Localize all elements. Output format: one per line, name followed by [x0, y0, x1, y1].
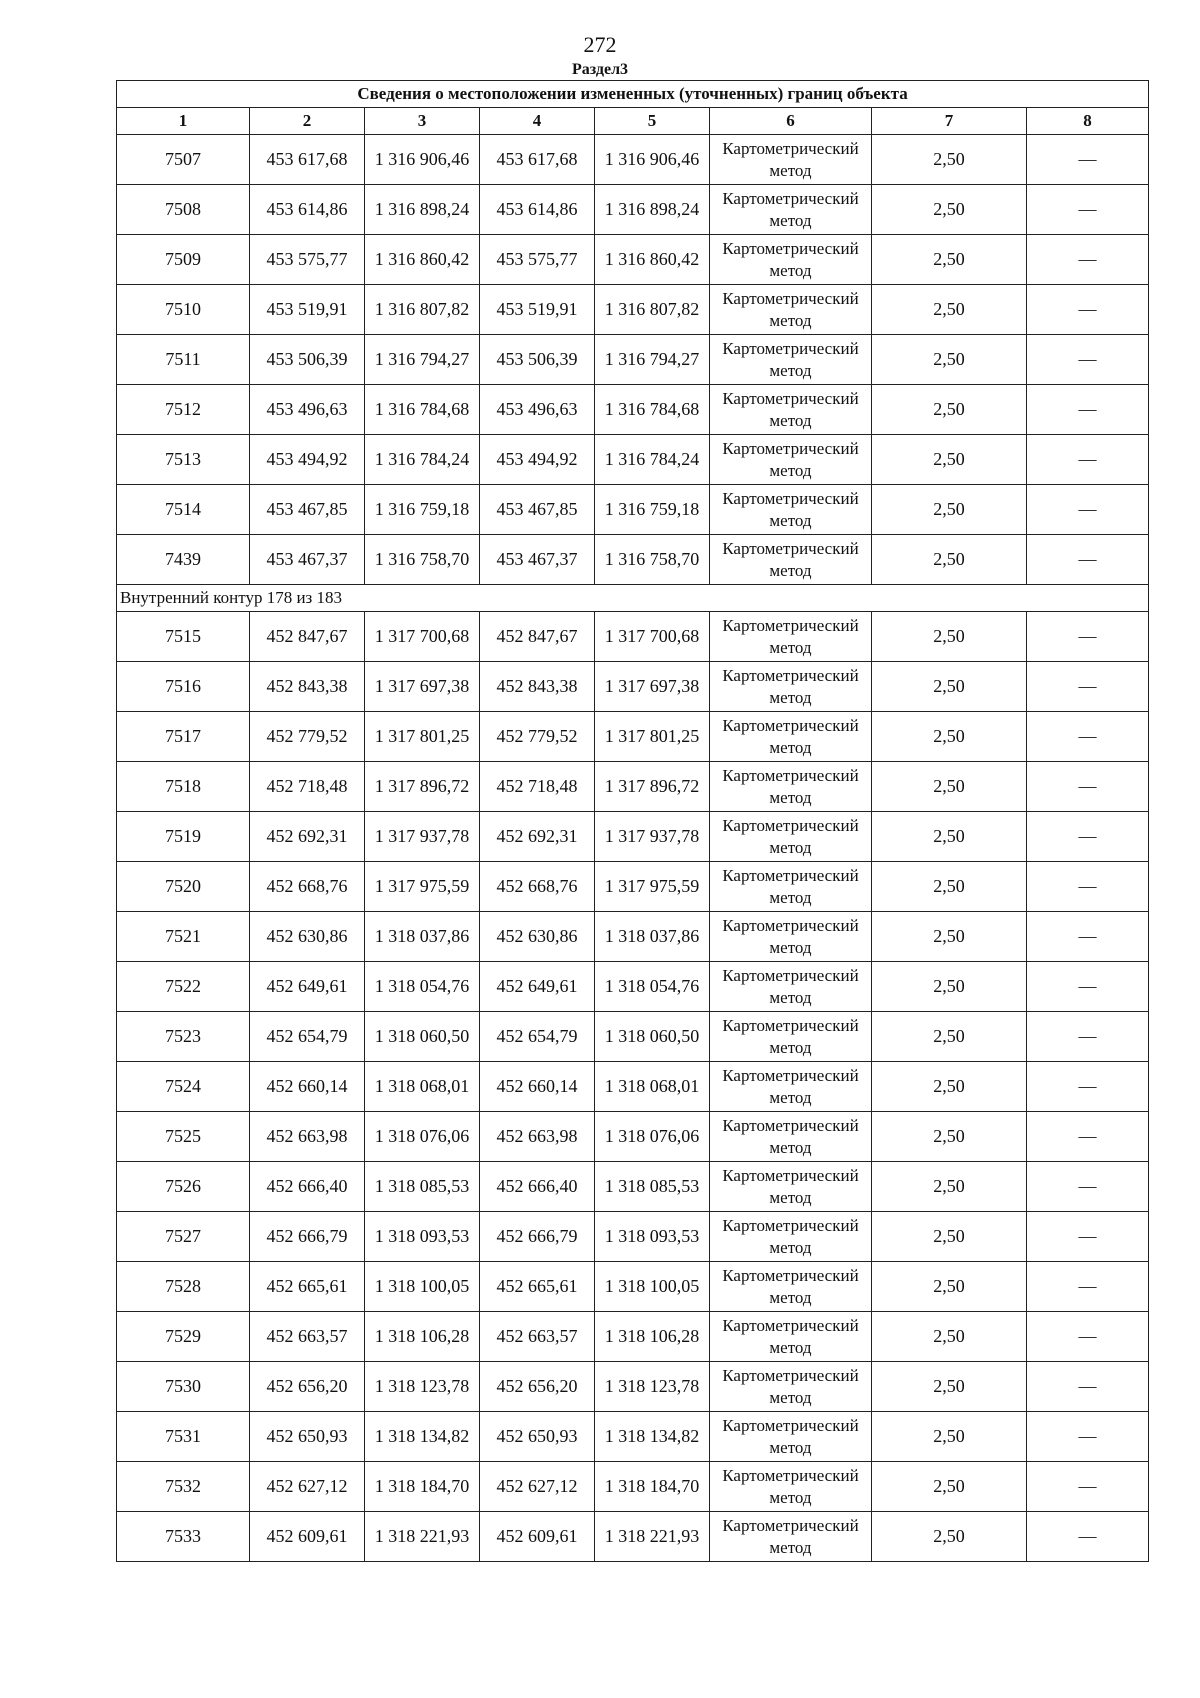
cell-method: Картометрический метод: [710, 1362, 872, 1412]
cell-y-new: 1 317 896,72: [595, 762, 710, 812]
cell-y-new: 1 318 068,01: [595, 1062, 710, 1112]
cell-accuracy: 2,50: [872, 385, 1027, 435]
cell-description: —: [1027, 612, 1149, 662]
cell-x-new: 452 663,98: [480, 1112, 595, 1162]
cell-x-existing: 452 654,79: [250, 1012, 365, 1062]
cell-y-new: 1 316 898,24: [595, 185, 710, 235]
cell-x-existing: 452 627,12: [250, 1462, 365, 1512]
cell-description: —: [1027, 1512, 1149, 1562]
cell-description: —: [1027, 1412, 1149, 1462]
cell-y-existing: 1 316 906,46: [365, 135, 480, 185]
cell-point-number: 7513: [117, 435, 250, 485]
cell-y-new: 1 318 106,28: [595, 1312, 710, 1362]
column-number: 8: [1027, 108, 1149, 135]
cell-x-existing: 452 843,38: [250, 662, 365, 712]
cell-x-existing: 453 506,39: [250, 335, 365, 385]
cell-method: Картометрический метод: [710, 335, 872, 385]
table-row: [117, 1262, 1149, 1312]
cell-point-number: 7521: [117, 912, 250, 962]
cell-description: —: [1027, 662, 1149, 712]
cell-y-existing: 1 318 184,70: [365, 1462, 480, 1512]
cell-y-existing: 1 316 860,42: [365, 235, 480, 285]
cell-x-existing: 452 650,93: [250, 1412, 365, 1462]
cell-accuracy: 2,50: [872, 1012, 1027, 1062]
cell-y-new: 1 316 794,27: [595, 335, 710, 385]
cell-y-new: 1 316 807,82: [595, 285, 710, 335]
cell-x-new: 452 630,86: [480, 912, 595, 962]
cell-point-number: 7516: [117, 662, 250, 712]
cell-y-new: 1 318 184,70: [595, 1462, 710, 1512]
contour-label: Внутренний контур 178 из 183: [117, 585, 1149, 612]
cell-y-new: 1 318 134,82: [595, 1412, 710, 1462]
cell-y-existing: 1 318 085,53: [365, 1162, 480, 1212]
cell-x-existing: 453 617,68: [250, 135, 365, 185]
cell-x-existing: 452 660,14: [250, 1062, 365, 1112]
cell-x-new: 452 666,40: [480, 1162, 595, 1212]
cell-accuracy: 2,50: [872, 1512, 1027, 1562]
section-title: Раздел3: [571, 61, 629, 78]
table-row: [117, 612, 1149, 662]
cell-point-number: 7523: [117, 1012, 250, 1062]
cell-method: Картометрический метод: [710, 762, 872, 812]
cell-y-existing: 1 316 758,70: [365, 535, 480, 585]
cell-y-existing: 1 317 700,68: [365, 612, 480, 662]
cell-point-number: 7514: [117, 485, 250, 535]
cell-y-existing: 1 318 076,06: [365, 1112, 480, 1162]
cell-accuracy: 2,50: [872, 1412, 1027, 1462]
table-row: [117, 1012, 1149, 1062]
table-row: [117, 1162, 1149, 1212]
cell-method: Картометрический метод: [710, 1212, 872, 1262]
cell-method: Картометрический метод: [710, 185, 872, 235]
cell-x-new: 453 496,63: [480, 385, 595, 435]
cell-x-new: 452 718,48: [480, 762, 595, 812]
cell-y-new: 1 316 906,46: [595, 135, 710, 185]
cell-y-new: 1 316 758,70: [595, 535, 710, 585]
table-row: [117, 235, 1149, 285]
cell-point-number: 7519: [117, 812, 250, 862]
cell-description: —: [1027, 1212, 1149, 1262]
cell-description: —: [1027, 912, 1149, 962]
cell-y-existing: 1 318 037,86: [365, 912, 480, 962]
column-number: 3: [365, 108, 480, 135]
cell-y-new: 1 317 975,59: [595, 862, 710, 912]
cell-point-number: 7517: [117, 712, 250, 762]
cell-y-new: 1 318 221,93: [595, 1512, 710, 1562]
table-row: [117, 535, 1149, 585]
cell-accuracy: 2,50: [872, 285, 1027, 335]
cell-description: —: [1027, 235, 1149, 285]
cell-method: Картометрический метод: [710, 812, 872, 862]
cell-description: —: [1027, 1112, 1149, 1162]
cell-x-existing: 452 847,67: [250, 612, 365, 662]
cell-x-new: 453 614,86: [480, 185, 595, 235]
cell-description: —: [1027, 862, 1149, 912]
cell-x-new: 452 663,57: [480, 1312, 595, 1362]
table-row: [117, 185, 1149, 235]
cell-y-new: 1 317 697,38: [595, 662, 710, 712]
cell-point-number: 7520: [117, 862, 250, 912]
cell-y-existing: 1 317 697,38: [365, 662, 480, 712]
cell-x-new: 452 656,20: [480, 1362, 595, 1412]
cell-description: —: [1027, 712, 1149, 762]
cell-point-number: 7512: [117, 385, 250, 435]
cell-x-existing: 452 663,98: [250, 1112, 365, 1162]
cell-accuracy: 2,50: [872, 612, 1027, 662]
cell-point-number: 7525: [117, 1112, 250, 1162]
cell-y-new: 1 316 784,68: [595, 385, 710, 435]
cell-accuracy: 2,50: [872, 712, 1027, 762]
cell-y-existing: 1 317 937,78: [365, 812, 480, 862]
cell-x-existing: 452 649,61: [250, 962, 365, 1012]
cell-x-new: 452 666,79: [480, 1212, 595, 1262]
column-number: 7: [872, 108, 1027, 135]
column-number: 5: [595, 108, 710, 135]
cell-x-new: 453 494,92: [480, 435, 595, 485]
cell-method: Картометрический метод: [710, 485, 872, 535]
cell-y-new: 1 318 085,53: [595, 1162, 710, 1212]
cell-y-new: 1 316 860,42: [595, 235, 710, 285]
cell-x-existing: 453 614,86: [250, 185, 365, 235]
cell-x-new: 452 847,67: [480, 612, 595, 662]
cell-y-new: 1 318 076,06: [595, 1112, 710, 1162]
cell-method: Картометрический метод: [710, 285, 872, 335]
cell-method: Картометрический метод: [710, 1162, 872, 1212]
cell-point-number: 7529: [117, 1312, 250, 1362]
cell-point-number: 7526: [117, 1162, 250, 1212]
cell-description: —: [1027, 1262, 1149, 1312]
cell-x-new: 452 609,61: [480, 1512, 595, 1562]
cell-x-new: 452 668,76: [480, 862, 595, 912]
cell-accuracy: 2,50: [872, 1112, 1027, 1162]
cell-x-new: 452 665,61: [480, 1262, 595, 1312]
cell-y-existing: 1 318 093,53: [365, 1212, 480, 1262]
table-row: [117, 962, 1149, 1012]
cell-point-number: 7532: [117, 1462, 250, 1512]
cell-accuracy: 2,50: [872, 1212, 1027, 1262]
cell-description: —: [1027, 335, 1149, 385]
cell-y-new: 1 317 700,68: [595, 612, 710, 662]
cell-accuracy: 2,50: [872, 862, 1027, 912]
cell-description: —: [1027, 1062, 1149, 1112]
cell-point-number: 7511: [117, 335, 250, 385]
cell-description: —: [1027, 535, 1149, 585]
cell-accuracy: 2,50: [872, 912, 1027, 962]
cell-x-new: 453 617,68: [480, 135, 595, 185]
cell-description: —: [1027, 1162, 1149, 1212]
cell-method: Картометрический метод: [710, 385, 872, 435]
cell-y-existing: 1 316 784,68: [365, 385, 480, 435]
table-row: [117, 662, 1149, 712]
cell-method: Картометрический метод: [710, 612, 872, 662]
cell-method: Картометрический метод: [710, 1062, 872, 1112]
cell-y-existing: 1 318 060,50: [365, 1012, 480, 1062]
cell-accuracy: 2,50: [872, 1312, 1027, 1362]
cell-y-existing: 1 317 975,59: [365, 862, 480, 912]
cell-accuracy: 2,50: [872, 1362, 1027, 1412]
table-row: [117, 712, 1149, 762]
cell-x-new: 452 627,12: [480, 1462, 595, 1512]
cell-method: Картометрический метод: [710, 712, 872, 762]
cell-accuracy: 2,50: [872, 535, 1027, 585]
table-caption-row: [117, 81, 1149, 108]
cell-x-existing: 452 666,40: [250, 1162, 365, 1212]
table-row: [117, 335, 1149, 385]
cell-x-existing: 452 779,52: [250, 712, 365, 762]
cell-y-new: 1 318 123,78: [595, 1362, 710, 1412]
cell-y-existing: 1 316 898,24: [365, 185, 480, 235]
cell-x-existing: 452 668,76: [250, 862, 365, 912]
cell-method: Картометрический метод: [710, 1412, 872, 1462]
table-row: [117, 1412, 1149, 1462]
cell-x-new: 453 467,37: [480, 535, 595, 585]
table-row: [117, 485, 1149, 535]
table-row: [117, 812, 1149, 862]
cell-description: —: [1027, 385, 1149, 435]
cell-y-existing: 1 316 794,27: [365, 335, 480, 385]
cell-x-existing: 453 467,85: [250, 485, 365, 535]
cell-y-existing: 1 318 134,82: [365, 1412, 480, 1462]
cell-method: Картометрический метод: [710, 435, 872, 485]
cell-y-existing: 1 317 801,25: [365, 712, 480, 762]
cell-method: Картометрический метод: [710, 535, 872, 585]
cell-x-new: 453 506,39: [480, 335, 595, 385]
cell-x-new: 452 843,38: [480, 662, 595, 712]
cell-accuracy: 2,50: [872, 135, 1027, 185]
cell-method: Картометрический метод: [710, 862, 872, 912]
table-row: [117, 135, 1149, 185]
cell-description: —: [1027, 1462, 1149, 1512]
table-row: [117, 912, 1149, 962]
table-row: [117, 1512, 1149, 1562]
cell-description: —: [1027, 1312, 1149, 1362]
cell-y-new: 1 316 784,24: [595, 435, 710, 485]
cell-x-existing: 453 467,37: [250, 535, 365, 585]
cell-accuracy: 2,50: [872, 1262, 1027, 1312]
cell-point-number: 7533: [117, 1512, 250, 1562]
table-caption: Сведения о местоположении измененных (уточненных) границ объекта: [117, 81, 1149, 108]
table-row: [117, 1462, 1149, 1512]
column-number: 1: [117, 108, 250, 135]
cell-x-new: 452 692,31: [480, 812, 595, 862]
cell-point-number: 7527: [117, 1212, 250, 1262]
table-row: [117, 1312, 1149, 1362]
column-numbers-row: [117, 108, 1149, 135]
cell-x-existing: 453 496,63: [250, 385, 365, 435]
cell-x-existing: 453 575,77: [250, 235, 365, 285]
cell-y-existing: 1 318 068,01: [365, 1062, 480, 1112]
cell-method: Картометрический метод: [710, 1512, 872, 1562]
column-number: 6: [710, 108, 872, 135]
table-row: [117, 862, 1149, 912]
cell-point-number: 7515: [117, 612, 250, 662]
cell-x-existing: 452 692,31: [250, 812, 365, 862]
cell-method: Картометрический метод: [710, 662, 872, 712]
cell-accuracy: 2,50: [872, 235, 1027, 285]
cell-accuracy: 2,50: [872, 812, 1027, 862]
column-number: 4: [480, 108, 595, 135]
cell-y-new: 1 318 060,50: [595, 1012, 710, 1062]
cell-method: Картометрический метод: [710, 1462, 872, 1512]
cell-description: —: [1027, 185, 1149, 235]
cell-y-new: 1 316 759,18: [595, 485, 710, 535]
cell-y-new: 1 318 100,05: [595, 1262, 710, 1312]
cell-x-existing: 452 718,48: [250, 762, 365, 812]
cell-method: Картометрический метод: [710, 1312, 872, 1362]
cell-x-existing: 452 630,86: [250, 912, 365, 962]
cell-y-existing: 1 318 123,78: [365, 1362, 480, 1412]
cell-x-new: 452 649,61: [480, 962, 595, 1012]
cell-point-number: 7439: [117, 535, 250, 585]
cell-y-new: 1 318 093,53: [595, 1212, 710, 1262]
contour-row: [117, 585, 1149, 612]
cell-accuracy: 2,50: [872, 1062, 1027, 1112]
cell-x-new: 453 575,77: [480, 235, 595, 285]
cell-description: —: [1027, 135, 1149, 185]
cell-y-existing: 1 316 807,82: [365, 285, 480, 335]
cell-y-existing: 1 318 100,05: [365, 1262, 480, 1312]
cell-accuracy: 2,50: [872, 335, 1027, 385]
cell-point-number: 7507: [117, 135, 250, 185]
cell-method: Картометрический метод: [710, 235, 872, 285]
cell-x-existing: 452 609,61: [250, 1512, 365, 1562]
cell-accuracy: 2,50: [872, 662, 1027, 712]
cell-x-existing: 452 656,20: [250, 1362, 365, 1412]
table-row: [117, 1062, 1149, 1112]
cell-accuracy: 2,50: [872, 1162, 1027, 1212]
cell-description: —: [1027, 285, 1149, 335]
cell-description: —: [1027, 485, 1149, 535]
cell-point-number: 7522: [117, 962, 250, 1012]
cell-point-number: 7528: [117, 1262, 250, 1312]
cell-y-existing: 1 318 054,76: [365, 962, 480, 1012]
cell-y-new: 1 317 801,25: [595, 712, 710, 762]
cell-method: Картометрический метод: [710, 1012, 872, 1062]
cell-description: —: [1027, 435, 1149, 485]
cell-y-existing: 1 316 784,24: [365, 435, 480, 485]
cell-method: Картометрический метод: [710, 912, 872, 962]
cell-accuracy: 2,50: [872, 962, 1027, 1012]
cell-point-number: 7510: [117, 285, 250, 335]
cell-x-new: 453 519,91: [480, 285, 595, 335]
cell-description: —: [1027, 1362, 1149, 1412]
cell-x-existing: 452 663,57: [250, 1312, 365, 1362]
cell-x-new: 452 650,93: [480, 1412, 595, 1462]
cell-description: —: [1027, 1012, 1149, 1062]
column-number: 2: [250, 108, 365, 135]
cell-point-number: 7518: [117, 762, 250, 812]
cell-y-new: 1 317 937,78: [595, 812, 710, 862]
cell-point-number: 7508: [117, 185, 250, 235]
table-row: [117, 435, 1149, 485]
cell-accuracy: 2,50: [872, 485, 1027, 535]
table-row: [117, 762, 1149, 812]
cell-method: Картометрический метод: [710, 135, 872, 185]
table-body: [117, 135, 1149, 1562]
table-row: [117, 285, 1149, 335]
cell-description: —: [1027, 962, 1149, 1012]
cell-x-existing: 453 519,91: [250, 285, 365, 335]
cell-method: Картометрический метод: [710, 962, 872, 1012]
cell-point-number: 7530: [117, 1362, 250, 1412]
cell-description: —: [1027, 812, 1149, 862]
cell-y-existing: 1 316 759,18: [365, 485, 480, 535]
cell-x-new: 452 660,14: [480, 1062, 595, 1112]
cell-accuracy: 2,50: [872, 185, 1027, 235]
cell-accuracy: 2,50: [872, 435, 1027, 485]
table-row: [117, 1112, 1149, 1162]
cell-y-new: 1 318 037,86: [595, 912, 710, 962]
cell-y-new: 1 318 054,76: [595, 962, 710, 1012]
cell-x-new: 453 467,85: [480, 485, 595, 535]
cell-point-number: 7531: [117, 1412, 250, 1462]
cell-x-new: 452 779,52: [480, 712, 595, 762]
cell-x-existing: 452 665,61: [250, 1262, 365, 1312]
cell-method: Картометрический метод: [710, 1112, 872, 1162]
coordinates-table: [116, 80, 1149, 1562]
cell-y-existing: 1 318 221,93: [365, 1512, 480, 1562]
cell-accuracy: 2,50: [872, 1462, 1027, 1512]
page-number: 272: [583, 32, 617, 57]
cell-point-number: 7524: [117, 1062, 250, 1112]
table-row: [117, 1362, 1149, 1412]
cell-y-existing: 1 318 106,28: [365, 1312, 480, 1362]
cell-x-existing: 452 666,79: [250, 1212, 365, 1262]
cell-point-number: 7509: [117, 235, 250, 285]
cell-y-existing: 1 317 896,72: [365, 762, 480, 812]
table-row: [117, 1212, 1149, 1262]
cell-x-existing: 453 494,92: [250, 435, 365, 485]
cell-method: Картометрический метод: [710, 1262, 872, 1312]
cell-x-new: 452 654,79: [480, 1012, 595, 1062]
table-row: [117, 385, 1149, 435]
cell-description: —: [1027, 762, 1149, 812]
cell-accuracy: 2,50: [872, 762, 1027, 812]
